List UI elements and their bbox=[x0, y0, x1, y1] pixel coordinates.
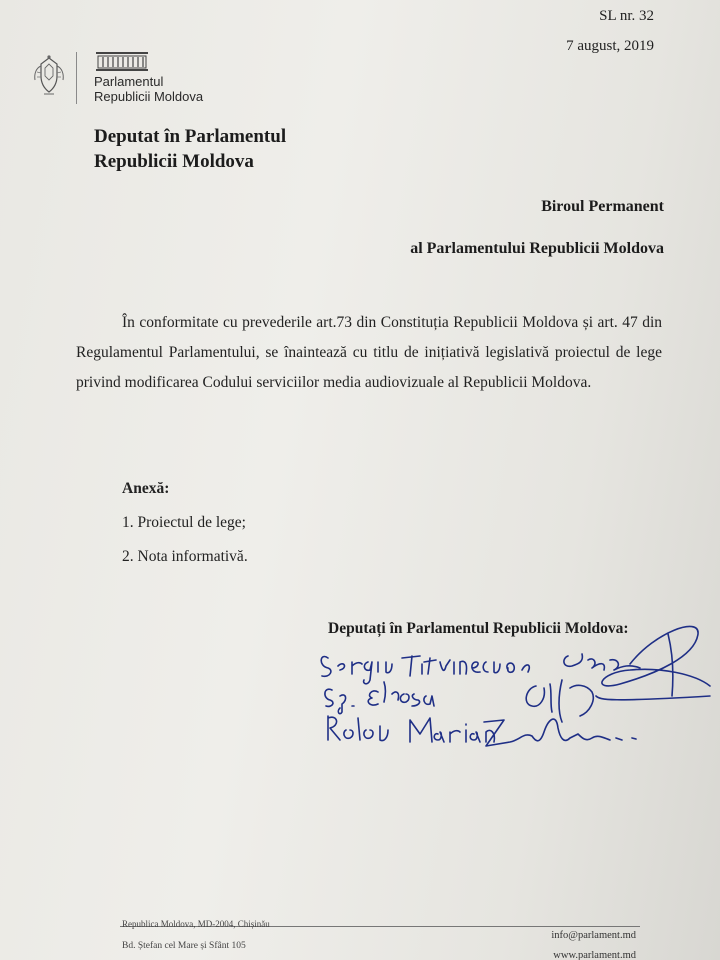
letterhead-title bbox=[94, 124, 286, 174]
parliament-logo bbox=[32, 50, 232, 110]
signatories-title: Deputați în Parlamentul Republicii Moldova: bbox=[328, 620, 629, 637]
logo-line-2: Republicii Moldova bbox=[94, 89, 204, 104]
logo-divider bbox=[76, 52, 77, 104]
parliament-building-icon bbox=[94, 50, 150, 72]
annex-item: 1. Proiectul de lege; bbox=[122, 514, 246, 531]
addressee-line-2: al Parlamentului Republicii Moldova bbox=[410, 240, 664, 257]
document-date: 7 august, 2019 bbox=[566, 38, 654, 54]
letterhead-line-1: Deputat în Parlamentul bbox=[94, 126, 287, 147]
logo-text bbox=[94, 74, 203, 104]
body-paragraph: În conformitate cu prevederile art.73 din Constituția Republicii Moldova și art. 47 din Regulamentul Parlamentului, se înaintează cu titlu de inițiativă legislativă proiectul de lege privind modificarea Codului serviciilor media audiovizuale al Republicii Moldova. bbox=[76, 314, 662, 391]
footer-address-line-2: Bd. Ștefan cel Mare și Sfânt 105 bbox=[122, 941, 246, 951]
state-emblem-icon bbox=[32, 54, 66, 98]
handwritten-signatures bbox=[300, 612, 720, 772]
handwritten-name-3 bbox=[328, 716, 388, 741]
handwritten-name-2 bbox=[325, 689, 354, 713]
footer-email: info@parlament.md bbox=[551, 930, 636, 941]
footer-address-line-1: Republica Moldova, MD-2004, Chișinău bbox=[122, 919, 270, 929]
letterhead-line-2: Republicii Moldova bbox=[94, 151, 254, 172]
footer-website: www.parlament.md bbox=[553, 950, 636, 960]
handwritten-name-1 bbox=[321, 657, 392, 684]
annex-title: Anexă: bbox=[122, 480, 170, 497]
logo-line-1: Parlamentul bbox=[94, 74, 164, 89]
reference-number: SL nr. 32 bbox=[599, 8, 654, 24]
addressee-line-1: Biroul Permanent bbox=[541, 198, 664, 215]
annex-item: 2. Nota informativă. bbox=[122, 548, 248, 565]
